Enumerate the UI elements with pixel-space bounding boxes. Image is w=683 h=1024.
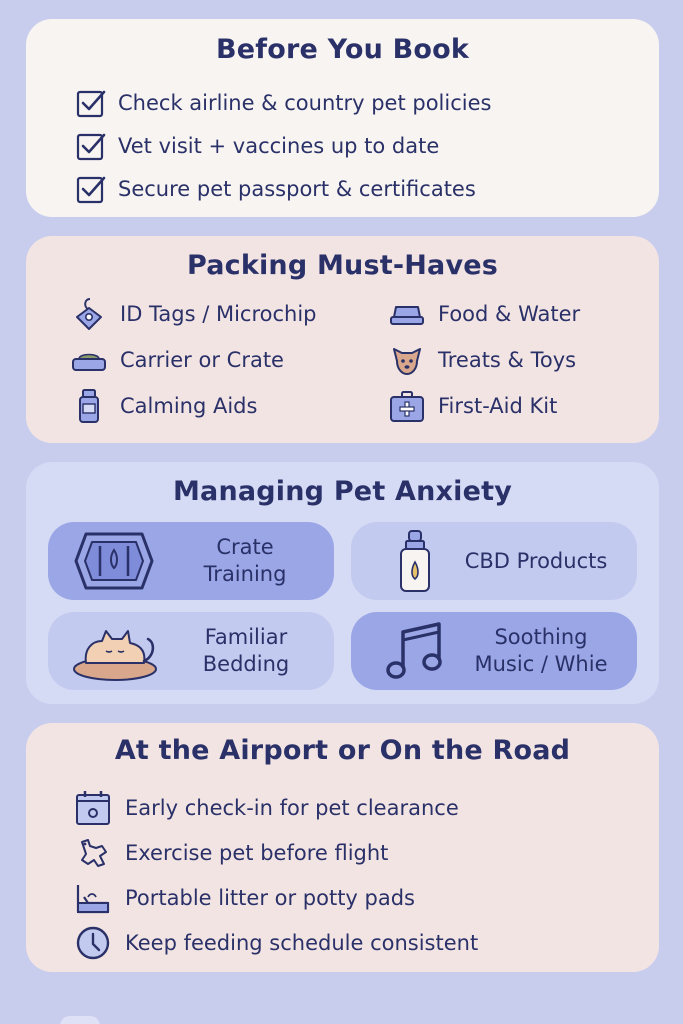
anxiety-tile-label xyxy=(435,548,637,575)
list-item-label: Exercise pet before flight xyxy=(125,840,389,865)
anxiety-tile-crate[interactable] xyxy=(48,522,334,600)
before-you-book-title: Before You Book xyxy=(215,34,470,65)
anxiety-tile-cbd[interactable] xyxy=(351,522,637,600)
list-item xyxy=(70,337,388,383)
list-item xyxy=(388,291,648,337)
list-item-label: Treats & Toys xyxy=(438,348,577,372)
list-item xyxy=(388,383,648,429)
medicine-bottle-icon xyxy=(70,387,108,425)
list-item-label: Carrier or Crate xyxy=(120,348,284,372)
crate-icon xyxy=(72,528,156,594)
anxiety-tile-music[interactable] xyxy=(351,612,637,690)
list-item xyxy=(74,785,478,830)
list-item xyxy=(70,291,388,337)
music-note-icon xyxy=(385,620,445,682)
carrier-icon xyxy=(70,341,108,379)
anxiety-tile-label xyxy=(445,624,637,678)
list-item xyxy=(74,81,491,124)
list-item xyxy=(74,830,478,875)
list-item-label: Calming Aids xyxy=(120,394,258,418)
list-item-label: First-Aid Kit xyxy=(438,394,558,418)
road-title: At the Airport or On the Road xyxy=(114,735,571,766)
running-pet-icon xyxy=(74,834,112,872)
anxiety-tile-label-line: Crate xyxy=(216,535,274,559)
dropper-bottle-icon xyxy=(395,528,435,594)
list-item-label: Vet visit + vaccines up to date xyxy=(118,133,440,158)
anxiety-tile-label xyxy=(158,624,334,678)
first-aid-kit-icon xyxy=(388,387,426,425)
list-item-label: Secure pet passport & certificates xyxy=(118,176,476,201)
before-you-book-card xyxy=(26,19,659,217)
bottom-decoration xyxy=(60,1016,100,1024)
before-you-book-list xyxy=(74,81,491,210)
anxiety-card xyxy=(26,462,659,704)
anxiety-tile-label xyxy=(156,534,334,588)
sleeping-cat-icon xyxy=(72,619,158,683)
list-item-label: Food & Water xyxy=(438,302,581,326)
anxiety-tile-label-line: Music / Whie xyxy=(474,652,608,676)
list-item xyxy=(74,124,491,167)
packing-title: Packing Must-Haves xyxy=(186,250,499,281)
anxiety-tile-bedding[interactable] xyxy=(48,612,334,690)
list-item xyxy=(388,337,648,383)
packing-card xyxy=(26,236,659,443)
list-item-label: Keep feeding schedule consistent xyxy=(125,930,479,955)
clock-icon xyxy=(74,924,112,962)
food-bowl-icon xyxy=(388,295,426,333)
anxiety-tile-label-line: Familiar xyxy=(204,625,288,649)
list-item xyxy=(74,167,491,210)
calendar-icon xyxy=(74,789,112,827)
list-item xyxy=(70,383,388,429)
litter-box-icon xyxy=(74,879,112,917)
anxiety-title: Managing Pet Anxiety xyxy=(172,476,513,507)
packing-grid xyxy=(70,291,648,429)
anxiety-tile-label-line: CBD Products xyxy=(464,548,608,573)
anxiety-tile-label-line: Bedding xyxy=(202,652,290,676)
list-item xyxy=(74,875,478,920)
anxiety-tile-label-line: Training xyxy=(203,562,287,586)
dog-face-icon xyxy=(388,341,426,379)
checkbox-checked-icon xyxy=(74,172,108,206)
road-card xyxy=(26,723,659,972)
list-item-label: ID Tags / Microchip xyxy=(120,302,317,326)
list-item xyxy=(74,920,478,965)
checkbox-checked-icon xyxy=(74,86,108,120)
checkbox-checked-icon xyxy=(74,129,108,163)
anxiety-tile-label-line: Soothing xyxy=(494,625,588,649)
id-tag-icon xyxy=(70,295,108,333)
list-item-label: Early check-in for pet clearance xyxy=(125,795,459,820)
list-item-label: Check airline & country pet policies xyxy=(118,90,492,115)
list-item-label: Portable litter or potty pads xyxy=(125,885,416,910)
road-list xyxy=(74,785,478,965)
